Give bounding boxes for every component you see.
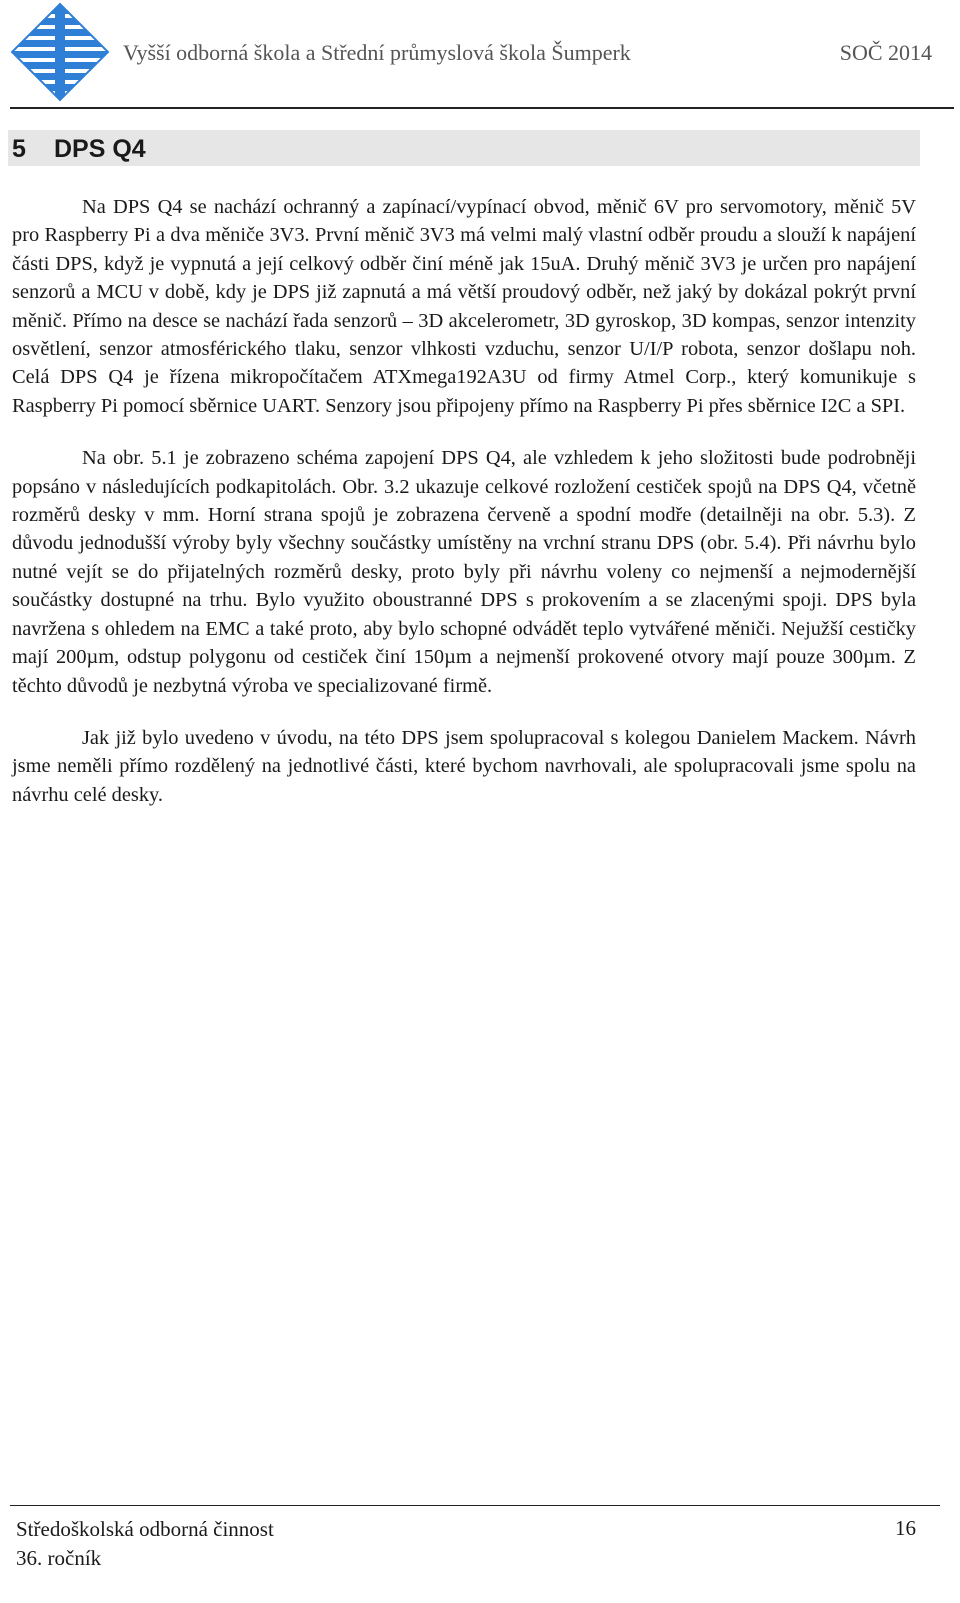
section-number: 5: [12, 135, 26, 163]
competition-year: SOČ 2014: [839, 40, 932, 65]
header-divider: [10, 107, 954, 109]
school-name: Vyšší odborná škola a Střední průmyslová škola Šumperk: [123, 40, 631, 65]
page-header: [0, 0, 960, 110]
paragraph: Na obr. 5.1 je zobrazeno schéma zapojení DPS Q4, ale vzhledem k jeho složitosti bude podrobněji popsáno v následujících podkapitolách. Obr. 3.2 ukazuje celkové rozložení cestiček spojů na DPS Q4, včetně rozměrů desky v mm. Horní strana spojů je zobrazena červeně a spodní modře (detailněji na obr. 5.3). Z důvodu jednodušší výroby byly všechny součástky umístěny na vrchní stranu DPS (obr. 5.4). Při návrhu bylo nutné vejít se do přijatelných rozměrů desky, proto byly při návrhu voleny co nejmenší a nejmodernější součástky dostupné na trhu. Bylo využito oboustranné DPS s prokovením a se zlacenými spoji. DPS byla navržena s ohledem na EMC a také proto, aby bylo schopné odvádět teplo vytvářené měniči. Nejužší cestičky mají 200µm, odstup polygonu od cestiček činí 150µm a nejmenší prokovené otvory mají pouze 300µm. Z těchto důvodů je nezbytná výroba ve specializované firmě.: [12, 447, 916, 697]
footer-title: Středoškolská odborná činnost: [16, 1517, 274, 1541]
page-number: 16: [895, 1516, 916, 1540]
body-text: [12, 193, 916, 833]
section-heading: [8, 130, 920, 166]
paragraph: Jak již bylo uvedeno v úvodu, na této DPS jsem spolupracoval s kolegou Danielem Mackem. Návrh jsme neměli přímo rozdělený na jednotlivé části, které bychom navrhovali, ale spolupracovali jsme spolu na návrhu celé desky.: [12, 726, 916, 806]
footer-divider: [10, 1505, 940, 1506]
section-title: DPS Q4: [54, 135, 146, 163]
footer-subtitle: 36. ročník: [16, 1546, 102, 1570]
school-logo-icon: [10, 2, 110, 102]
paragraph: Na DPS Q4 se nachází ochranný a zapínací/vypínací obvod, měnič 6V pro servomotory, měnič 5V pro Raspberry Pi a dva měniče 3V3. První měnič 3V3 má velmi malý vlastní odběr proudu a slouží k napájení části DPS, když je vypnutá a její celkový odběr činí méně jak 15uA. Druhý měnič 3V3 je určen pro napájení senzorů a MCU v době, kdy je DPS již zapnutá a má větší proudový odběr, než jaký by dokázal pokrýt první měnič. Přímo na desce se nachází řada senzorů – 3D akcelerometr, 3D gyroskop, 3D kompas, senzor intenzity osvětlení, senzor atmosférického tlaku, senzor vlhkosti vzduchu, senzor U/I/P robota, senzor došlapu noh. Celá DPS Q4 je řízena mikropočítačem ATXmega192A3U od firmy Atmel Corp., který komunikuje s Raspberry Pi pomocí sběrnice UART. Senzory jsou připojeny přímo na Raspberry Pi přes sběrnice I2C a SPI.: [12, 196, 916, 417]
